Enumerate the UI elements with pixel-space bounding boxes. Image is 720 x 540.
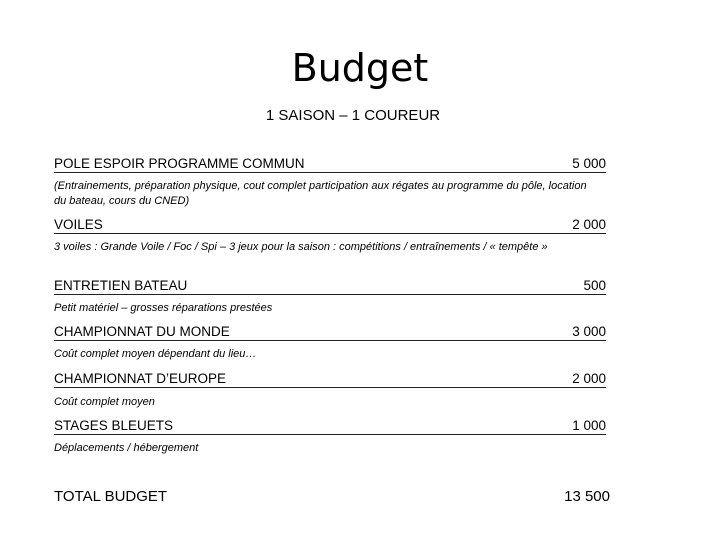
budget-line-label: POLE ESPOIR PROGRAMME COMMUN <box>54 156 305 171</box>
budget-line-amount: 3 000 <box>572 324 606 339</box>
budget-line-pole-espoir <box>54 155 606 173</box>
slide-title: Budget <box>291 46 429 90</box>
budget-line-amount: 1 000 <box>572 418 606 433</box>
budget-line-voiles <box>54 216 606 234</box>
budget-line-note: Coût complet moyen dépendant du lieu… <box>54 348 257 360</box>
budget-line-note: Petit matériel – grosses réparations prestées <box>54 302 273 314</box>
budget-line-amount: 5 000 <box>572 156 606 171</box>
budget-line-note: Déplacements / hébergement <box>54 442 199 454</box>
budget-subtitle: 1 SAISON – 1 COUREUR <box>265 107 441 124</box>
budget-line-amount: 2 000 <box>572 371 606 386</box>
budget-line-label: CHAMPIONNAT D’EUROPE <box>54 371 227 386</box>
budget-line-note: (Entrainements, préparation physique, cout complet participation aux régates au programme du pôle, location du bateau, cours du CNED) <box>54 180 587 207</box>
total-amount: 13 500 <box>564 488 610 505</box>
budget-line-amount: 500 <box>583 278 606 293</box>
budget-line-label: VOILES <box>54 217 103 232</box>
total-label: TOTAL BUDGET <box>54 488 168 505</box>
budget-line-note: 3 voiles : Grande Voile / Foc / Spi – 3 jeux pour la saison : compétitions / entraînements / « tempête » <box>54 241 548 253</box>
budget-line-label: CHAMPIONNAT DU MONDE <box>54 324 230 339</box>
budget-line-championnat-europe <box>54 370 606 388</box>
budget-line-stages-bleuets <box>54 417 606 435</box>
budget-total <box>54 487 610 507</box>
budget-line-championnat-monde <box>54 323 606 341</box>
budget-line-amount: 2 000 <box>572 217 606 232</box>
budget-line-label: STAGES BLEUETS <box>54 418 174 433</box>
budget-line-entretien-bateau <box>54 277 606 295</box>
budget-line-label: ENTRETIEN BATEAU <box>54 278 188 293</box>
budget-line-note: Coût complet moyen <box>54 396 155 408</box>
